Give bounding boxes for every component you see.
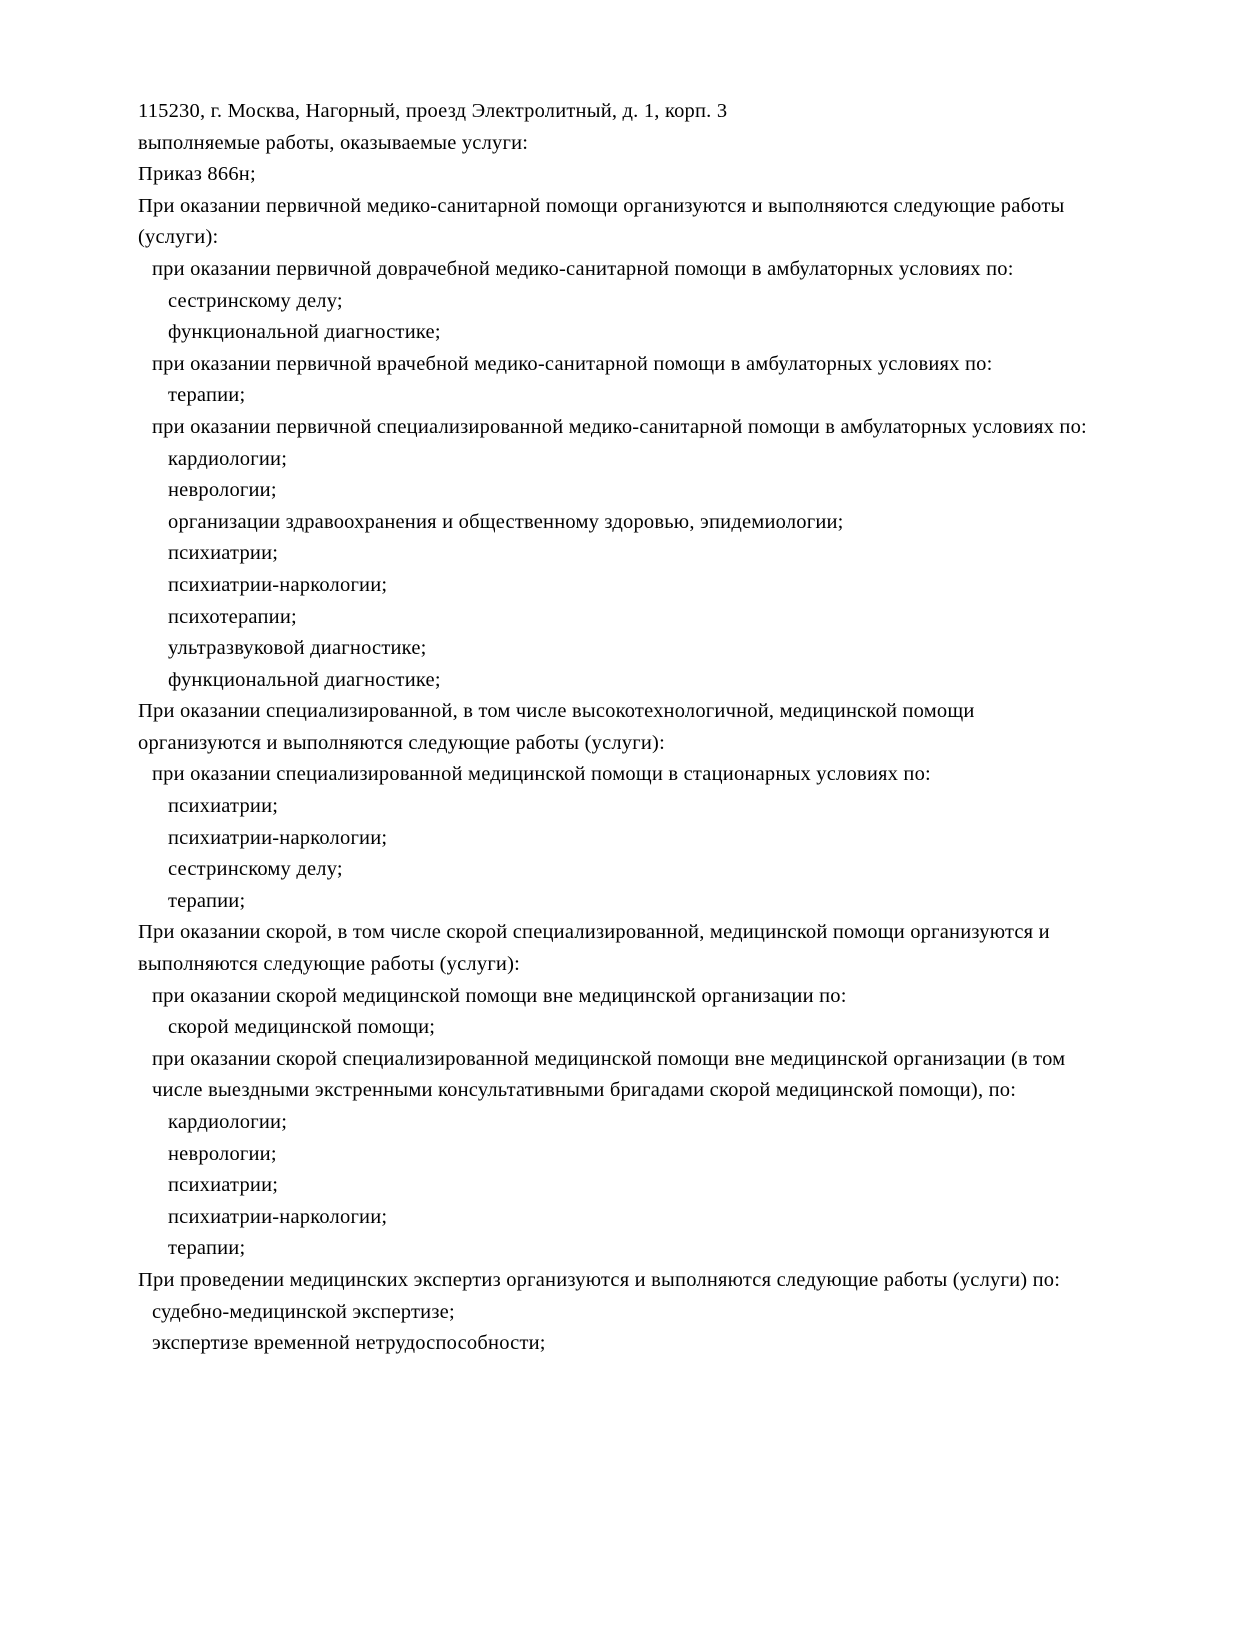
document-line: Приказ 866н; xyxy=(138,163,256,186)
document-line: психиатрии-наркологии; xyxy=(168,573,388,596)
document-line: 115230, г. Москва, Нагорный, проезд Электролитный, д. 1, корп. 3 xyxy=(138,100,728,122)
document-line: психиатрии-наркологии; xyxy=(168,826,388,849)
document-line: кардиологии; xyxy=(168,1111,288,1133)
document-line: сестринскому делу; xyxy=(168,289,343,312)
document-line: При оказании специализированной, в том числе высокотехнологичной, медицинской помощи организуются и выполняются следующие работы (услуги): xyxy=(138,700,980,754)
document-line: при оказании первичной специализированной медико-санитарной помощи в амбулаторных условиях по: xyxy=(152,415,1087,438)
document-line: терапии; xyxy=(168,1237,246,1260)
document-line: психотерапии; xyxy=(168,605,297,628)
document-line: экспертизе временной нетрудоспособности; xyxy=(152,1332,546,1355)
document-line: судебно-медицинской экспертизе; xyxy=(152,1300,455,1323)
document-line: при оказании специализированной медицинской помощи в стационарных условиях по: xyxy=(152,763,931,786)
document-line: организации здравоохранения и общественному здоровью, эпидемиологии; xyxy=(168,510,844,533)
document-line: терапии; xyxy=(168,889,246,912)
document-line: психиатрии; xyxy=(168,795,279,818)
document-body xyxy=(138,96,1102,1360)
document-line: психиатрии; xyxy=(168,1174,279,1197)
document-line: кардиологии; xyxy=(168,447,288,470)
document-line: При оказании первичной медико-санитарной помощи организуются и выполняются следующие работы (услуги): xyxy=(138,194,1070,249)
document-line: при оказании скорой специализированной медицинской помощи вне медицинской организации (в том числе выездными экстренными консультативными бригадами скорой медицинской помощи), по: xyxy=(152,1047,1071,1102)
document-line: При оказании скорой, в том числе скорой специализированной, медицинской помощи организуются и выполняются следующие работы (услуги): xyxy=(138,921,1056,976)
document-line: психиатрии; xyxy=(168,542,279,565)
document-line: функциональной диагностике; xyxy=(168,668,441,691)
document-line: при оказании первичной доврачебной медико-санитарной помощи в амбулаторных условиях по: xyxy=(152,257,1014,280)
document-line: функциональной диагностике; xyxy=(168,321,441,344)
document-line: неврологии; xyxy=(168,1142,277,1165)
document-line: при оказании первичной врачебной медико-санитарной помощи в амбулаторных условиях по: xyxy=(152,352,993,375)
document-line: При проведении медицинских экспертиз организуются и выполняются следующие работы (услуги) по: xyxy=(138,1268,1061,1291)
document-line: сестринскому делу; xyxy=(168,858,343,881)
document-line: неврологии; xyxy=(168,479,277,502)
document-line: выполняемые работы, оказываемые услуги: xyxy=(138,131,529,154)
document-line: при оказании скорой медицинской помощи вне медицинской организации по: xyxy=(152,984,847,1007)
document-line: скорой медицинской помощи; xyxy=(168,1016,436,1039)
document-line: ультразвуковой диагностике; xyxy=(168,637,427,660)
document-line: психиатрии-наркологии; xyxy=(168,1205,388,1228)
document-line: терапии; xyxy=(168,384,246,407)
